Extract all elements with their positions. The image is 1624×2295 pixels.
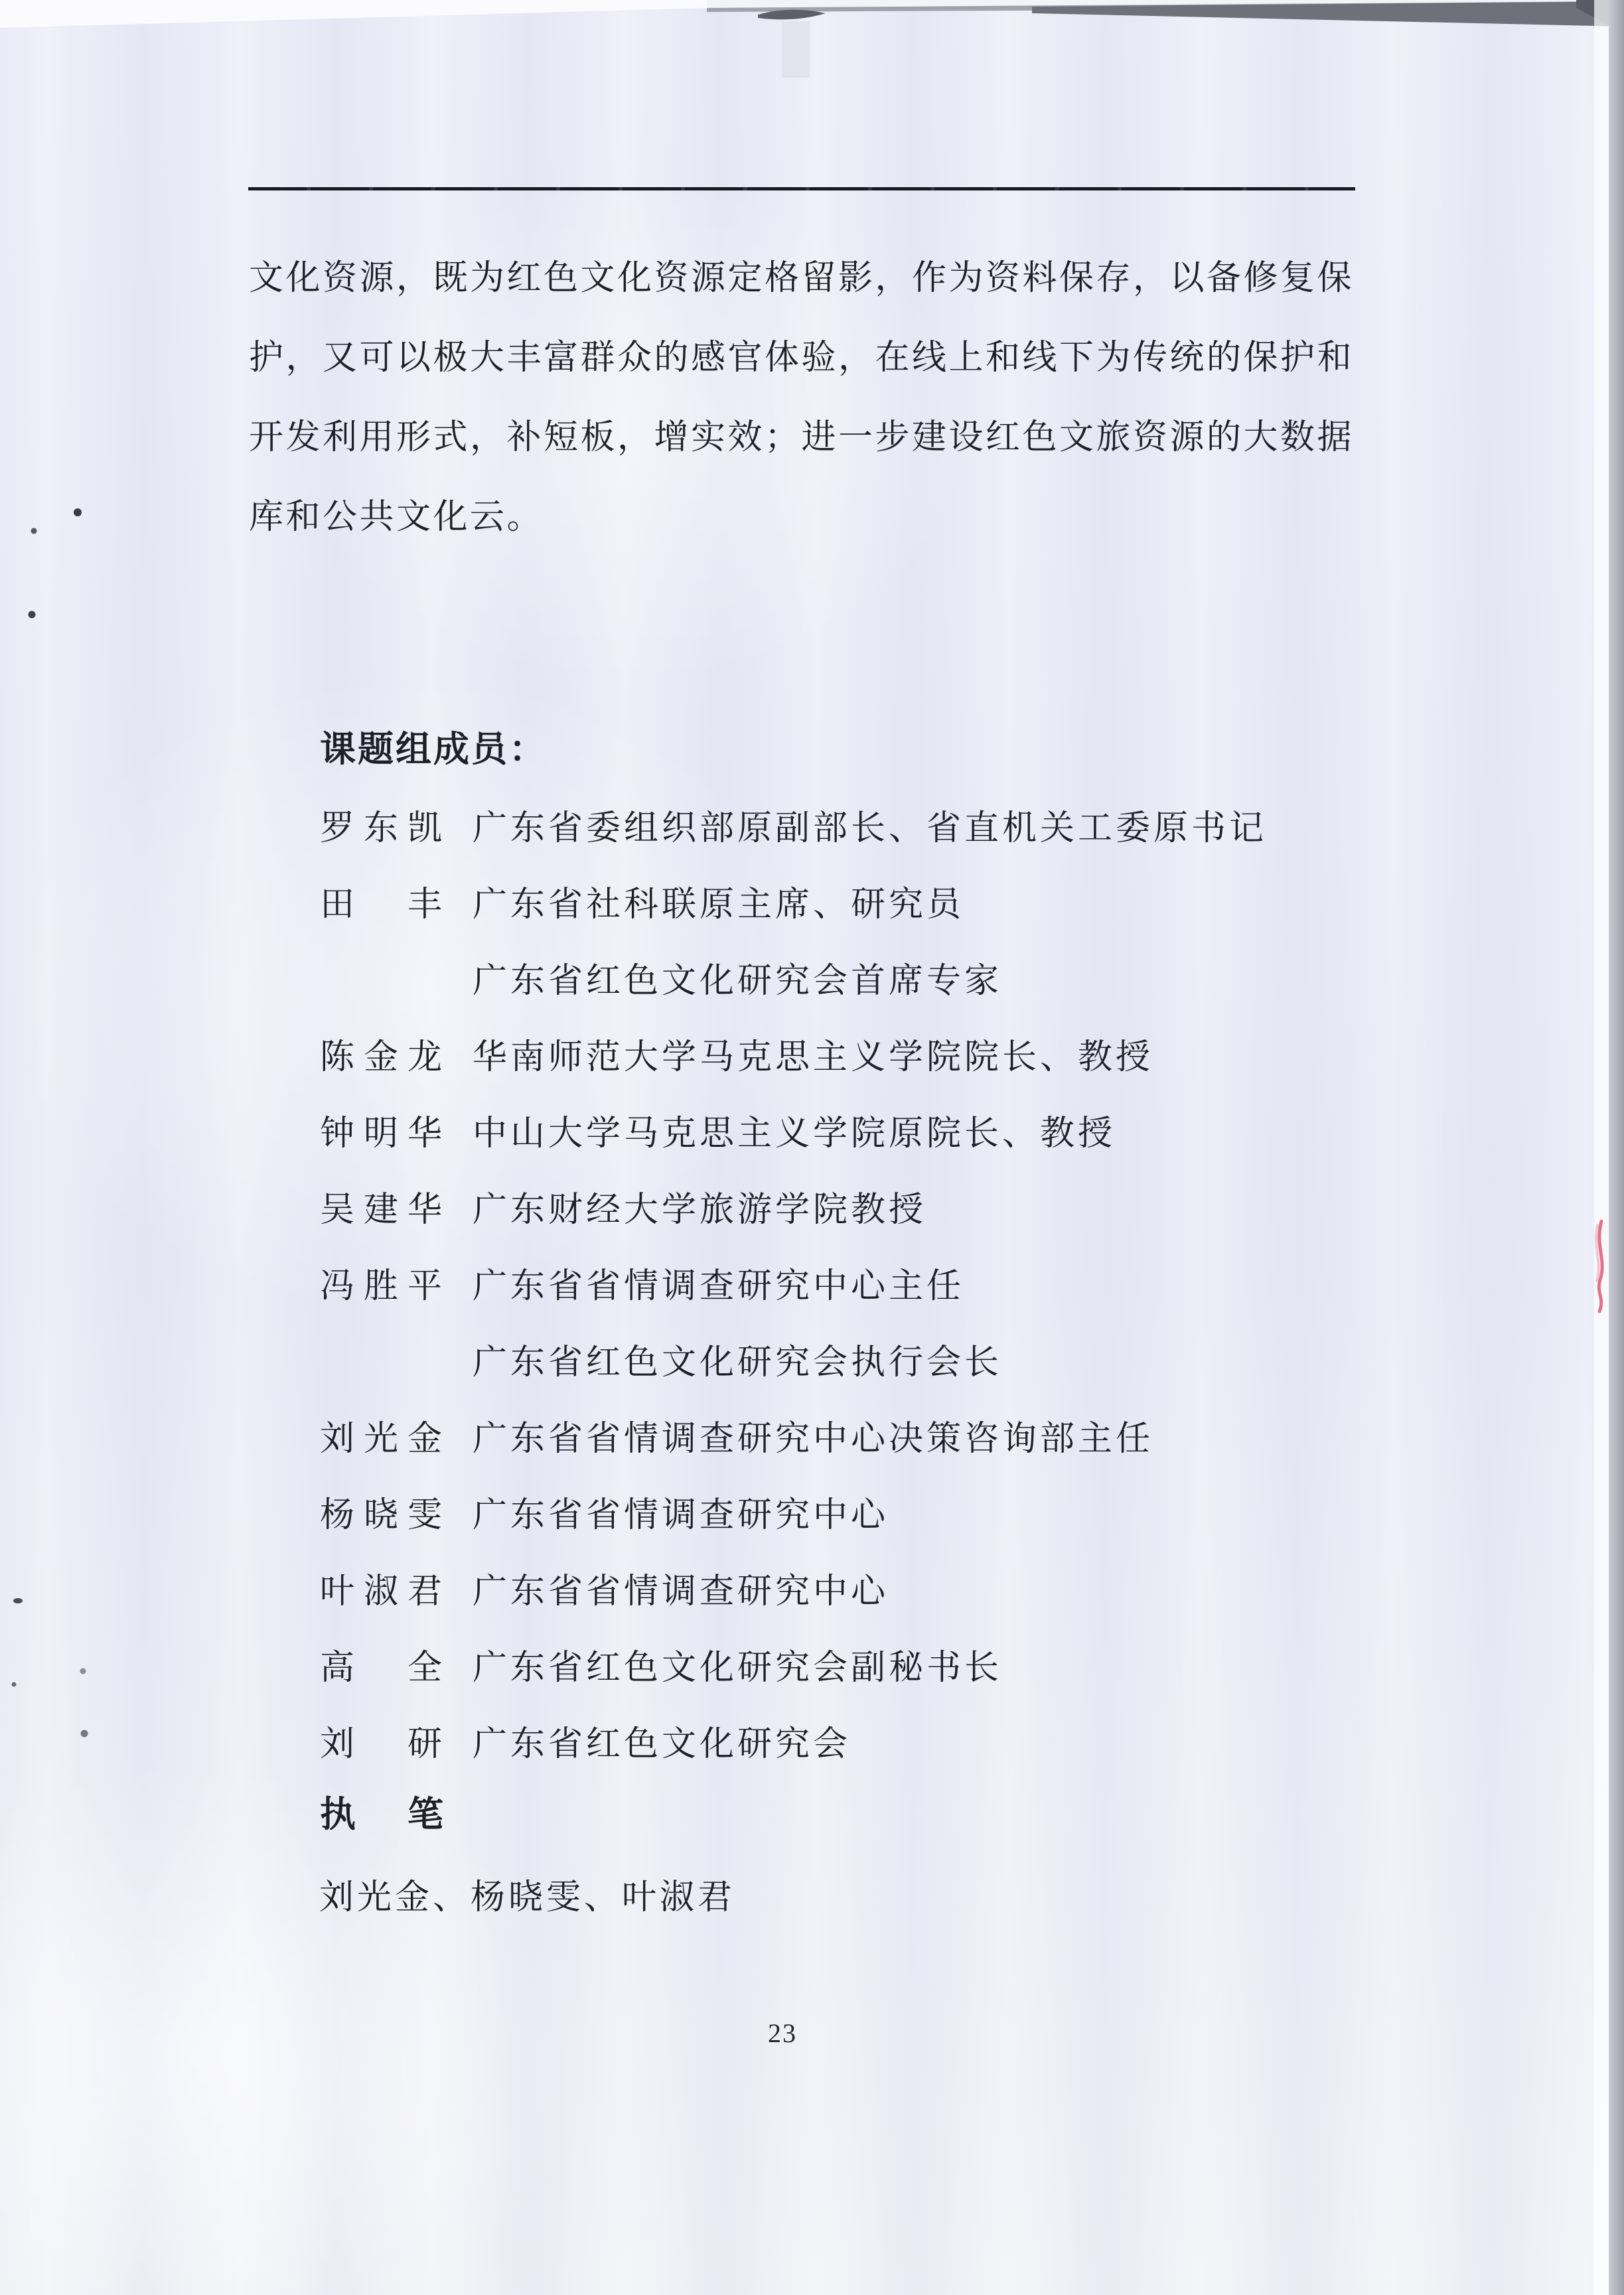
member-name: 罗东凯 (320, 810, 452, 848)
member-name: 刘光金 (320, 1420, 452, 1458)
team-heading: 课题组成员： (320, 729, 547, 769)
writers-heading: 执 笔 (320, 1795, 451, 1834)
member-name: 吴建华 (320, 1191, 452, 1229)
member-row (320, 876, 964, 926)
member-row (320, 1487, 889, 1536)
member-name: 陈金龙 (320, 1039, 452, 1076)
paragraph-line: 库和公共文化云。 (249, 498, 544, 536)
member-name: 田 丰 (320, 886, 452, 924)
horizontal-rule (248, 187, 1355, 190)
member-row (320, 1105, 1116, 1155)
member-affiliation: 广东省委组织部原副部长、省直机关工委原书记 (473, 810, 1268, 848)
member-name: 钟明华 (320, 1115, 452, 1153)
member-row (320, 1716, 851, 1765)
writers-names: 刘光金、杨晓雯、叶淑君 (319, 1879, 736, 1917)
page-top-edge (0, 0, 1624, 78)
member-affiliation: 广东财经大学旅游学院教授 (473, 1191, 927, 1229)
member-row (320, 1258, 964, 1307)
member-row (320, 1334, 1002, 1384)
member-row (320, 1563, 889, 1613)
member-row (320, 1181, 926, 1231)
member-name: 叶淑君 (320, 1573, 452, 1611)
member-affiliation: 广东省省情调查研究中心决策咨询部主任 (473, 1420, 1154, 1458)
member-affiliation: 广东省红色文化研究会副秘书长 (473, 1649, 1003, 1687)
member-affiliation: 广东省红色文化研究会 (473, 1726, 851, 1763)
member-row (320, 952, 1002, 1002)
member-name: 刘 研 (320, 1726, 452, 1763)
member-affiliation: 华南师范大学马克思主义学院院长、教授 (473, 1039, 1154, 1076)
paragraph-line: 护，又可以极大丰富群众的感官体验，在线上和线下为传统的保护和 (249, 339, 1355, 377)
paragraph-line: 开发利用形式，补短板，增实效；进一步建设红色文旅资源的大数据 (249, 419, 1355, 457)
member-affiliation: 广东省红色文化研究会执行会长 (473, 1344, 1003, 1382)
scan-specks (12, 508, 88, 1738)
member-affiliation: 广东省红色文化研究会首席专家 (473, 962, 1003, 1000)
member-row (320, 800, 1267, 850)
member-affiliation: 中山大学马克思主义学院原院长、教授 (473, 1115, 1116, 1153)
page-right-edge (1594, 0, 1624, 2295)
member-affiliation: 广东省省情调查研究中心主任 (473, 1268, 965, 1305)
pen-mark-pink (1596, 1221, 1602, 1311)
member-name: 杨晓雯 (320, 1497, 452, 1534)
page-number: 23 (768, 2018, 797, 2048)
member-affiliation: 广东省省情调查研究中心 (473, 1497, 889, 1534)
member-affiliation: 广东省省情调查研究中心 (473, 1573, 889, 1611)
member-row (320, 1410, 1153, 1460)
member-row (320, 1029, 1153, 1078)
paragraph-line: 文化资源，既为红色文化资源定格留影，作为资料保存，以备修复保 (249, 259, 1355, 297)
member-affiliation: 广东省社科联原主席、研究员 (473, 886, 965, 924)
member-name: 冯胜平 (320, 1268, 452, 1305)
member-row (320, 1639, 1002, 1689)
member-name: 高 全 (320, 1649, 452, 1687)
